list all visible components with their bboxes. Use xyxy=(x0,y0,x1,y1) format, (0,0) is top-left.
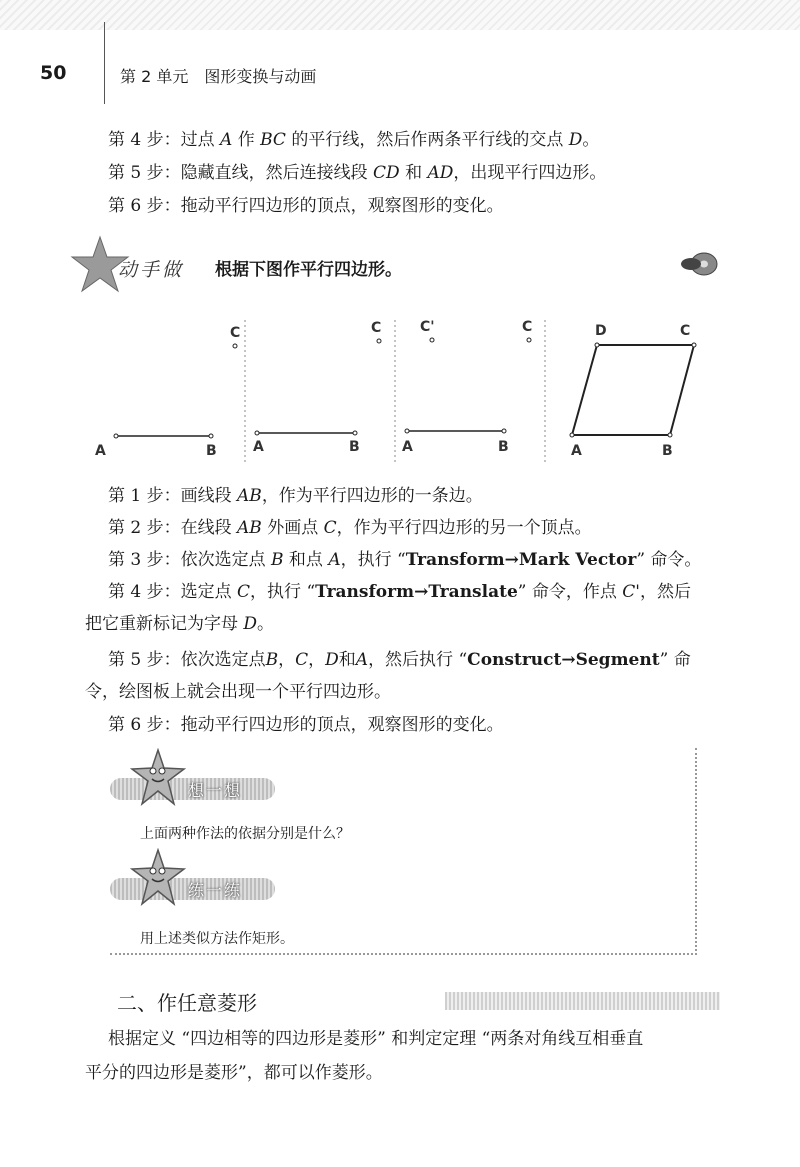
page-number: 50 xyxy=(40,62,67,84)
step-4-cont: 把它重新标记为字母 D。 xyxy=(85,614,275,634)
page-top-texture xyxy=(0,0,800,30)
construction-svg xyxy=(90,315,720,470)
label-b: B xyxy=(498,439,509,455)
activity-task: 根据下图作平行四边形。 xyxy=(215,260,402,280)
think-banner xyxy=(110,748,290,808)
step-5: 第 5 步：依次选定点B，C，D和A，然后执行 “Construct→Segment” 命 xyxy=(108,650,691,670)
running-header xyxy=(120,64,316,87)
construction-figure xyxy=(90,315,720,470)
section-stripe xyxy=(445,992,720,1010)
think-label: 想一想 xyxy=(188,781,243,800)
step-5-cont: 令，绘图板上就会出现一个平行四边形。 xyxy=(85,682,391,702)
point-d xyxy=(595,343,599,347)
point-b xyxy=(353,431,357,435)
header-divider xyxy=(104,22,105,104)
activity-banner xyxy=(70,235,720,297)
point-c-prime xyxy=(430,338,434,342)
disc-icon xyxy=(680,251,720,277)
section-paragraph-line1: 根据定义 “四边相等的四边形是菱形” 和判定定理 “两条对角线互相垂直 xyxy=(108,1029,644,1049)
label-c: C xyxy=(230,325,241,341)
label-b: B xyxy=(349,439,360,455)
section-paragraph-line2: 平分的四边形是菱形”，都可以作菱形。 xyxy=(85,1063,383,1083)
activity-label: 动手做 xyxy=(118,259,185,281)
point-b xyxy=(209,434,213,438)
point-c xyxy=(527,338,531,342)
point-c xyxy=(692,343,696,347)
step-6: 第 6 步：拖动平行四边形的顶点，观察图形的变化。 xyxy=(108,715,504,735)
label-c: C xyxy=(371,320,382,336)
label-d: D xyxy=(595,323,607,339)
exercise-box xyxy=(110,748,697,955)
point-b xyxy=(668,433,672,437)
cartoon-star-icon xyxy=(130,848,186,908)
step-top-6: 第 6 步：拖动平行四边形的顶点，观察图形的变化。 xyxy=(108,196,504,216)
step-top-5: 第 5 步：隐藏直线，然后连接线段 CD 和 AD，出现平行四边形。 xyxy=(108,163,607,183)
step-4: 第 4 步：选定点 C，执行 “Transform→Translate” 命令，作点 C'，然后 xyxy=(108,582,691,602)
cartoon-star-icon xyxy=(130,748,186,808)
point-a xyxy=(255,431,259,435)
label-c: C xyxy=(522,319,533,335)
label-a: A xyxy=(571,443,582,459)
label-a: A xyxy=(253,439,264,455)
label-a: A xyxy=(402,439,413,455)
label-b: B xyxy=(662,443,673,459)
point-b xyxy=(502,429,506,433)
step-1: 第 1 步：画线段 AB，作为平行四边形的一条边。 xyxy=(108,486,483,506)
point-a xyxy=(114,434,118,438)
chapter-title: 图形变换与动画 xyxy=(204,67,317,86)
label-c-prime: C' xyxy=(420,319,435,335)
label-a: A xyxy=(95,443,106,459)
point-c xyxy=(233,344,237,348)
think-question: 上面两种作法的依据分别是什么？ xyxy=(140,826,350,842)
label-c: C xyxy=(680,323,691,339)
practice-banner xyxy=(110,848,290,908)
point-a xyxy=(405,429,409,433)
point-c xyxy=(377,339,381,343)
section-title: 二、作任意菱形 xyxy=(117,991,257,1015)
step-3: 第 3 步：依次选定点 B 和点 A，执行 “Transform→Mark Vector” 命令。 xyxy=(108,550,702,570)
practice-task: 用上述类似方法作矩形。 xyxy=(140,931,294,947)
unit-label: 第 2 单元 xyxy=(120,67,189,86)
practice-label: 练一练 xyxy=(188,881,243,900)
label-b: B xyxy=(206,443,217,459)
step-top-4: 第 4 步：过点 A 作 BC 的平行线，然后作两条平行线的交点 D。 xyxy=(108,130,600,150)
point-a xyxy=(570,433,574,437)
step-2: 第 2 步：在线段 AB 外画点 C，作为平行四边形的另一个顶点。 xyxy=(108,518,592,538)
parallelogram xyxy=(572,345,694,435)
